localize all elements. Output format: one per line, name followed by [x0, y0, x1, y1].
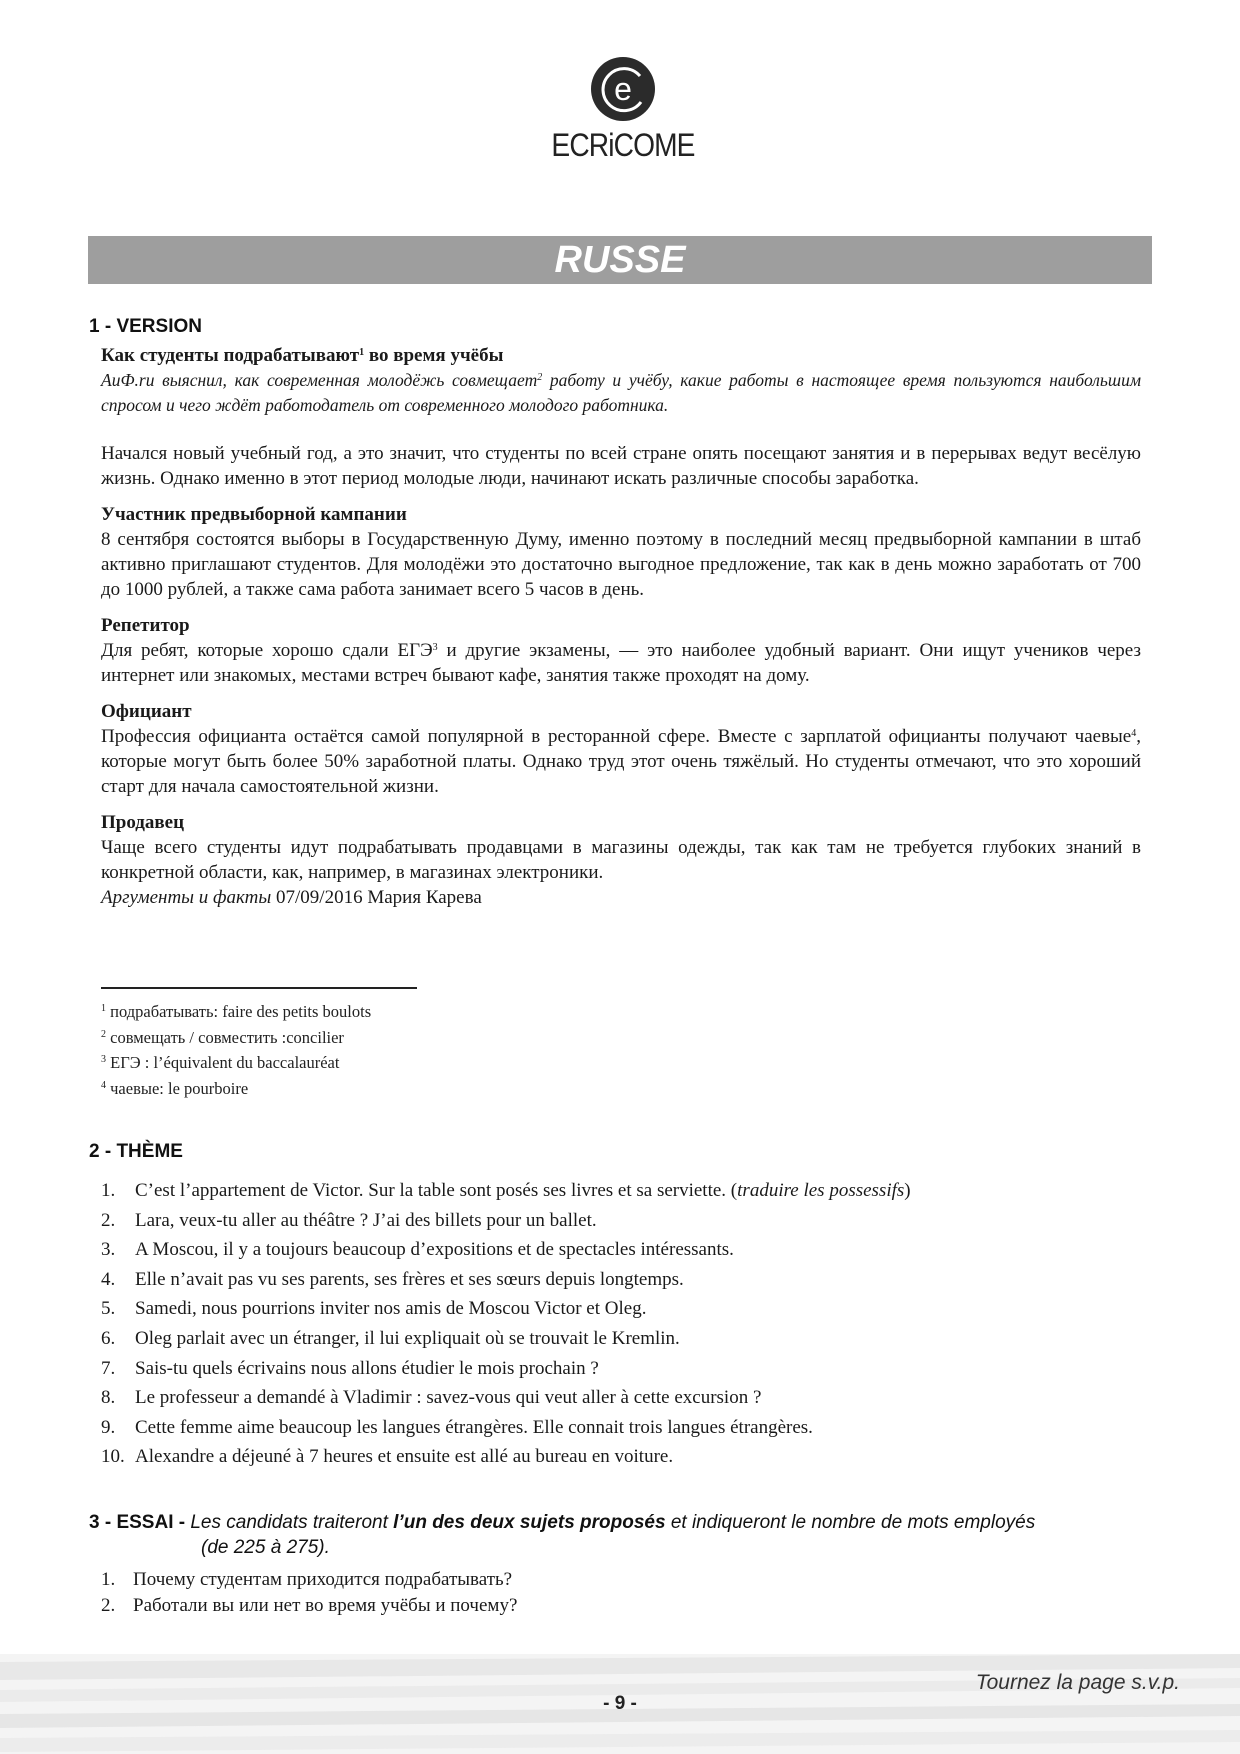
subsection-title: Репетитор	[101, 615, 190, 636]
list-item: 7. Sais-tu quels écrivains nous allons étudier le mois prochain ?	[101, 1357, 599, 1379]
subsection-text: Для ребят, которые хорошо сдали ЕГЭ$^3$ и другие экзамены, — это наиболее удобный вариант. Они ищут учеников через интернет или знакомых, местами встреч бывают кафе, занятия также проходят на дому.	[101, 640, 1141, 686]
subsection-title: Официант	[101, 701, 192, 722]
theme-list	[101, 1176, 1141, 1472]
subsection-text: 8 сентября состоятся выборы в Государственную Думу, именно поэтому в последний месяц предвыборной кампании в штаб активно приглашают студентов. Для молодёжи это достаточно выгодное предложение, так как в день можно заработать от 700 до 1000 рублей, а также сама работа занимает всего 5 часов в день.	[101, 529, 1141, 600]
list-item: 3. A Moscou, il y a toujours beaucoup d’expositions et de spectacles intéressants.	[101, 1239, 734, 1261]
list-item: 4. Elle n’avait pas vu ses parents, ses frères et ses sœurs depuis longtemps.	[101, 1268, 684, 1290]
list-item: 1. Почему студентам приходится подрабатывать?	[101, 1569, 513, 1590]
list-item: 1. C’est l’appartement de Victor. Sur la table sont posés ses livres et sa serviette. (traduire les possessifs)	[101, 1180, 911, 1201]
subsection-text: Чаще всего студенты идут подрабатывать продавцами в магазины одежды, так как там не требуется глубоких знаний в конкретной области, как, например, в магазинах электроники.	[101, 837, 1141, 883]
subject-banner: RUSSE	[88, 236, 1152, 284]
article-headline: Как студенты подрабатывают$^1$ во время учёбы	[101, 345, 504, 366]
list-item: 9. Cette femme aime beaucoup les langues étrangères. Elle connait trois langues étrangères.	[101, 1416, 813, 1438]
article-lead: АиФ.ru выяснил, как современная молодёжь совмещает$^2$ работу и учёбу, какие работы в настоящее время пользуются наибольшим спросом и чего ждёт работодатель от современного молодого работника.	[101, 370, 1141, 415]
list-item: 2. Lara, veux-tu aller au théâtre ? J’ai des billets pour un ballet.	[101, 1209, 597, 1231]
list-item: 8. Le professeur a demandé à Vladimir : savez-vous qui veut aller à cette excursion ?	[101, 1387, 762, 1409]
subsection-text: Профессия официанта остаётся самой популярной в ресторанной сфере. Вместе с зарплатой официанты получают чаевые$^4$, которые могут быть более 50% заработной платы. Однако труд этот очень тяжёлый. Но студенты отмечают, что это хороший старт для начала самостоятельной жизни.	[101, 726, 1141, 797]
list-item: 5. Samedi, nous pourrions inviter nos amis de Moscou Victor et Oleg.	[101, 1298, 647, 1320]
footnote: $^2$ совмещать / совместить :concilier	[101, 1027, 344, 1047]
list-item: 10. Alexandre a déjeuné à 7 heures et ensuite est allé au bureau en voiture.	[101, 1446, 674, 1468]
subsection-title: Участник предвыборной кампании	[101, 504, 407, 525]
page-number: - 9 -	[603, 1693, 637, 1714]
ecricome-emblem-icon	[590, 56, 656, 122]
logo-text: ECRiCOME	[551, 127, 695, 163]
version-article	[101, 343, 1141, 910]
subsection-title: Продавец	[101, 812, 185, 833]
list-item: 2. Работали вы или нет во время учёбы и почему?	[101, 1595, 518, 1616]
list-item: 6. Oleg parlait avec un étranger, il lui expliquait où se trouvait le Kremlin.	[101, 1327, 680, 1349]
theme-title: 2 - THÈME	[89, 1141, 183, 1162]
essai-list	[101, 1567, 517, 1619]
footnote: $^4$ чаевые: le pourboire	[101, 1078, 249, 1098]
footnote: $^3$ ЕГЭ : l’équivalent du baccalauréat	[101, 1053, 340, 1072]
logo-letter: e	[614, 71, 632, 107]
essai-instructions: 3 - ESSAI - Les candidats traiteront l’un des deux sujets proposés et indiqueront le nombre de mots employés (de 225 à 275).	[89, 1512, 1036, 1558]
ecricome-logo	[540, 56, 706, 162]
footnote-separator	[101, 987, 417, 989]
footnotes	[101, 999, 371, 1101]
article-source: Аргументы и факты 07/09/2016 Мария Карева	[101, 887, 482, 908]
article-intro: Начался новый учебный год, а это значит, что студенты по всей стране опять посещают занятия и в перерывах ведут весёлую жизнь. Однако именно в этот период молодые люди, начинают искать различные способы заработка.	[101, 443, 1141, 489]
turn-page-note: Tournez la page s.v.p.	[975, 1671, 1180, 1694]
footnote: $^1$ подрабатывать: faire des petits boulots	[101, 1002, 372, 1021]
version-title: 1 - VERSION	[89, 316, 202, 337]
